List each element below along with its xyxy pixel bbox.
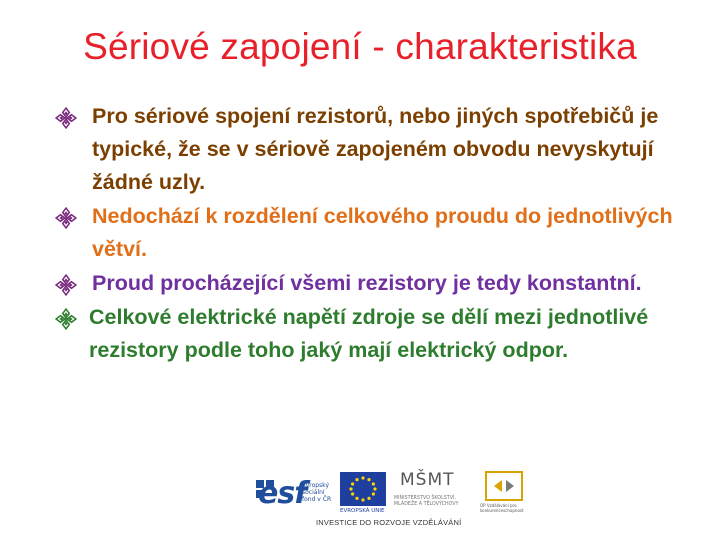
esf-logo-text: esf bbox=[258, 476, 307, 511]
bullet-item bbox=[55, 267, 685, 300]
bullet-item bbox=[55, 100, 685, 199]
eu-caption: EVROPSKÁ UNIE bbox=[340, 508, 385, 514]
funding-logos-strip bbox=[254, 466, 530, 530]
bullet-text: Proud procházející všemi rezistory je tedy konstantní. bbox=[92, 271, 642, 295]
esf-caption: evropský sociální fond v ČR bbox=[302, 482, 332, 503]
investment-slogan: INVESTICE DO ROZVOJE VZDĚLÁVÁNÍ bbox=[316, 518, 462, 527]
eu-logo bbox=[340, 472, 386, 516]
msmt-logo-text: MŠMT bbox=[400, 470, 455, 490]
op-vk-logo bbox=[480, 470, 528, 516]
diamond-bullet-icon bbox=[55, 107, 77, 129]
msmt-logo bbox=[394, 468, 470, 516]
diamond-bullet-icon bbox=[55, 308, 77, 330]
op-vk-caption: OP Vzdělávání pro konkurenceschopnost bbox=[480, 503, 524, 513]
bullet-text: Celkové elektrické napětí zdroje se dělí mezi jednotlivé rezistory podle toho jaký mají elektrický odpor. bbox=[89, 305, 649, 362]
msmt-caption: MINISTERSTVO ŠKOLSTVÍ, MLÁDEŽE A TĚLOVÝCHOVY bbox=[394, 496, 459, 507]
esf-logo bbox=[254, 472, 336, 516]
bullet-text: Pro sériové spojení rezistorů, nebo jiných spotřebičů je typické, že se v sériově zapojeném obvodu nevyskytují žádné uzly. bbox=[92, 104, 659, 194]
diamond-bullet-icon bbox=[55, 207, 77, 229]
op-vk-icon bbox=[480, 470, 528, 502]
slide-title: Sériové zapojení - charakteristika bbox=[83, 26, 637, 67]
bullet-text: Nedochází k rozdělení celkového proudu do jednotlivých větví. bbox=[92, 204, 673, 261]
diamond-bullet-icon bbox=[55, 274, 77, 296]
bullet-item bbox=[55, 200, 685, 266]
bullet-item bbox=[55, 301, 685, 367]
bullet-list bbox=[55, 100, 685, 368]
eu-flag-icon bbox=[340, 472, 386, 506]
